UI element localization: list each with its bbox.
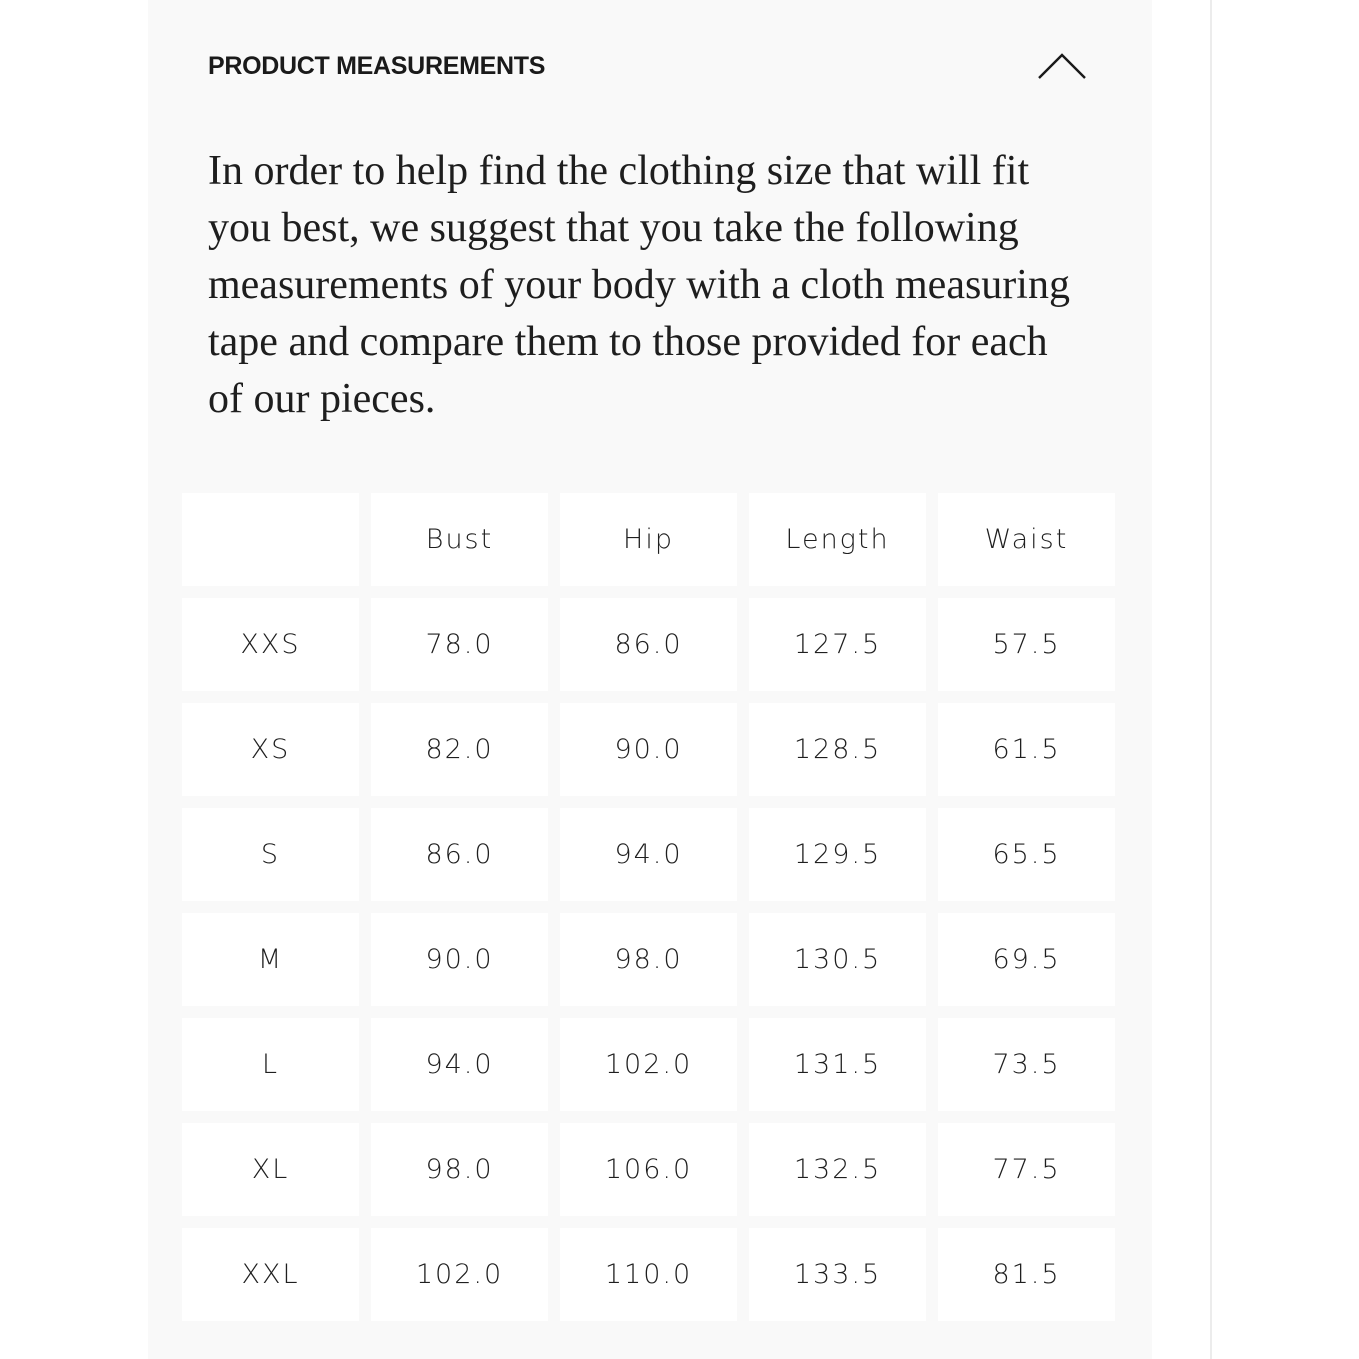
hip-cell: 86.0 [560,598,737,691]
length-cell: 128.5 [749,703,926,796]
bust-cell: 94.0 [371,1018,548,1111]
right-divider [1210,0,1212,1359]
waist-cell: 57.5 [938,598,1115,691]
size-label-cell: XXS [182,598,359,691]
header-cell-hip: Hip [560,493,737,586]
length-cell: 132.5 [749,1123,926,1216]
waist-cell: 77.5 [938,1123,1115,1216]
length-cell: 131.5 [749,1018,926,1111]
bust-cell: 98.0 [371,1123,548,1216]
length-cell: 127.5 [749,598,926,691]
chevron-up-icon[interactable] [1036,50,1088,82]
header-cell-bust: Bust [371,493,548,586]
size-label-cell: L [182,1018,359,1111]
table-row [182,808,1117,901]
table-row [182,598,1117,691]
header-cell-length: Length [749,493,926,586]
table-row [182,913,1117,1006]
table-header-row [182,493,1117,586]
waist-cell: 69.5 [938,913,1115,1006]
hip-cell: 102.0 [560,1018,737,1111]
table-row [182,1123,1117,1216]
measurements-panel [148,0,1152,1359]
bust-cell: 86.0 [371,808,548,901]
table-row [182,703,1117,796]
bust-cell: 90.0 [371,913,548,1006]
size-label-cell: XL [182,1123,359,1216]
bust-cell: 82.0 [371,703,548,796]
hip-cell: 98.0 [560,913,737,1006]
header-cell-waist: Waist [938,493,1115,586]
intro-text: In order to help find the clothing size that will fit you best, we suggest that you take the following measurements of your body with a cloth measuring tape and compare them to those provided for each of our pieces. [208,148,1070,422]
bust-cell: 102.0 [371,1228,548,1321]
table-row [182,1228,1117,1321]
header-cell [182,493,359,586]
waist-cell: 61.5 [938,703,1115,796]
size-label-cell: XXL [182,1228,359,1321]
measurements-accordion-header[interactable] [208,30,1088,110]
hip-cell: 90.0 [560,703,737,796]
size-label-cell: M [182,913,359,1006]
section-title: PRODUCT MEASUREMENTS [208,52,546,80]
waist-cell: 65.5 [938,808,1115,901]
size-table [182,493,1117,1333]
size-label-cell: XS [182,703,359,796]
length-cell: 129.5 [749,808,926,901]
bust-cell: 78.0 [371,598,548,691]
length-cell: 130.5 [749,913,926,1006]
table-row [182,1018,1117,1111]
waist-cell: 73.5 [938,1018,1115,1111]
size-label-cell: S [182,808,359,901]
hip-cell: 110.0 [560,1228,737,1321]
hip-cell: 106.0 [560,1123,737,1216]
hip-cell: 94.0 [560,808,737,901]
length-cell: 133.5 [749,1228,926,1321]
waist-cell: 81.5 [938,1228,1115,1321]
